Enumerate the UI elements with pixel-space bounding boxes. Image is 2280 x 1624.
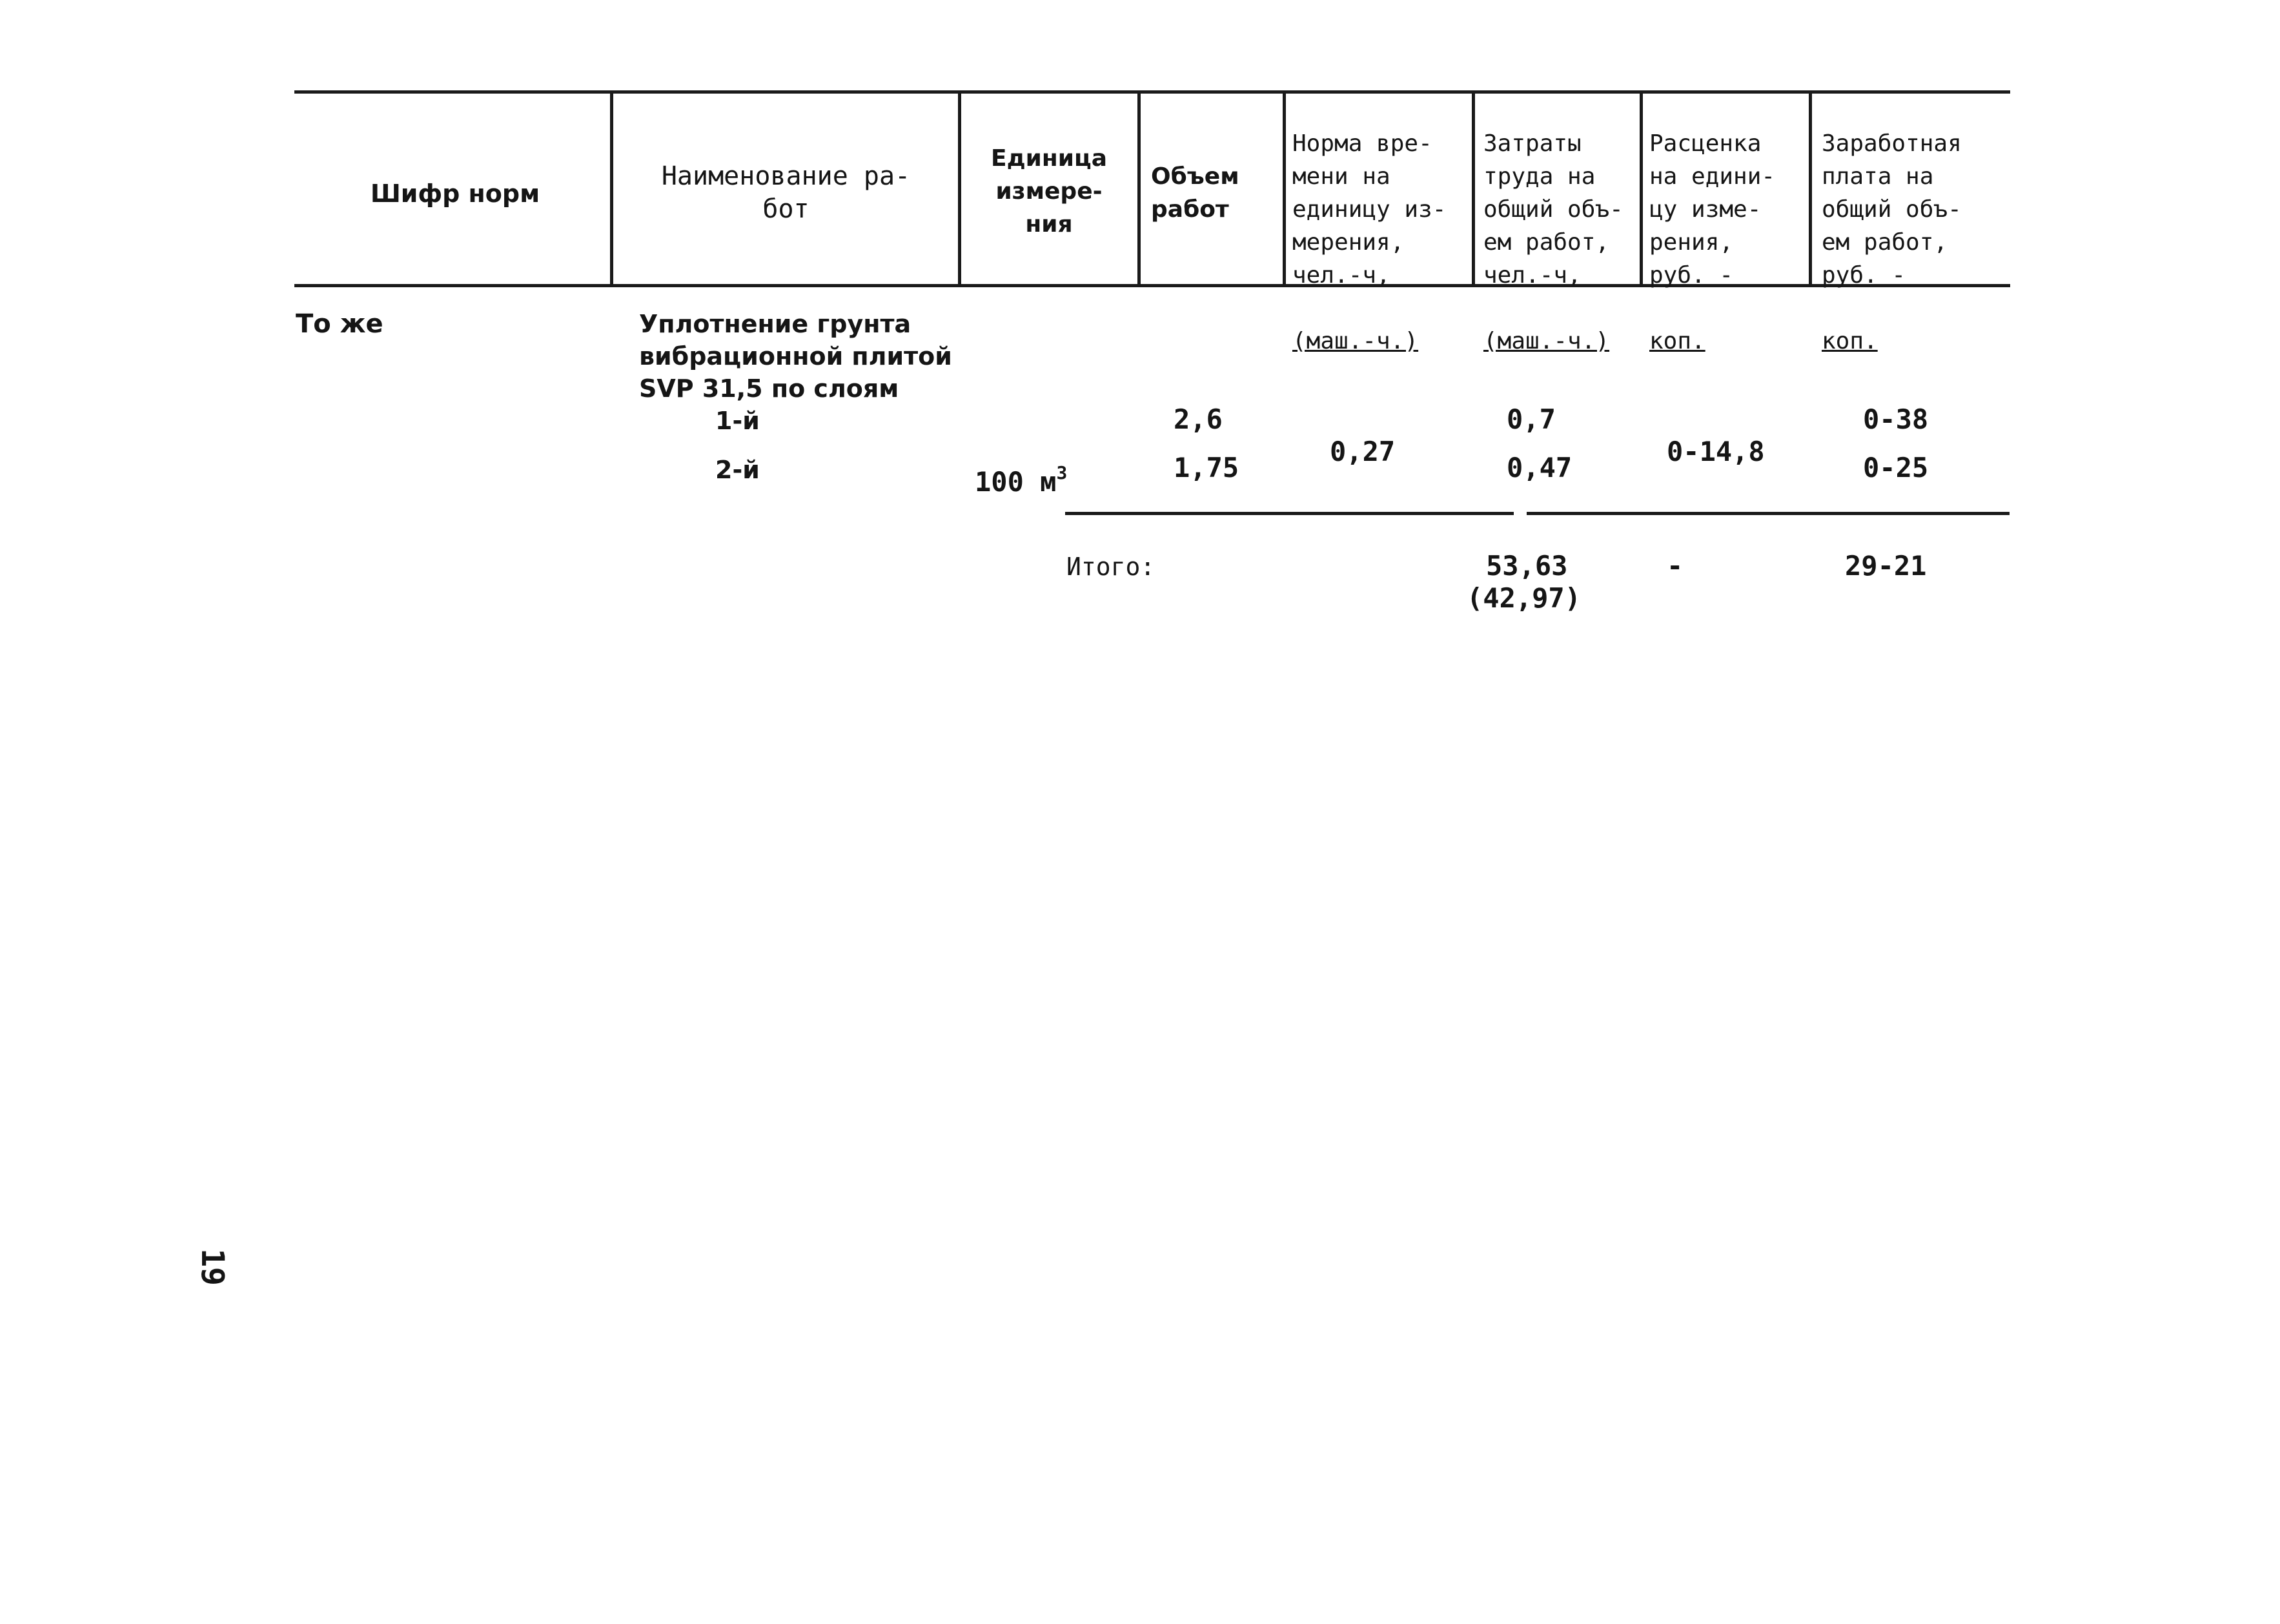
total-rate: - [1667, 550, 1684, 582]
row-volume-2: 1,75 [1174, 452, 1239, 483]
header-norm-text: Норма вре- мени на единицу из- мерения, чел.-ч, [1292, 130, 1447, 289]
row-norm: 0,27 [1330, 436, 1396, 467]
total-labor-mach: (42,97) [1467, 582, 1582, 614]
header-wage-text: Заработная плата на общий объ- ем работ, руб. - [1822, 130, 1962, 289]
header-rate-kop: коп. [1649, 328, 1705, 354]
table-top-rule [294, 90, 2010, 94]
header-labor-text: Затраты труда на общий объ- ем работ, чел.-ч, [1483, 130, 1623, 289]
header-labor [1483, 94, 1642, 358]
row-wage-1: 0-38 [1863, 403, 1929, 435]
row-work-name: Уплотнение грунта вибрационной плитой SVP 31,5 по слоям [639, 310, 952, 403]
row-layer-1: 1-й [715, 407, 760, 435]
total-label: Итого: [1066, 553, 1155, 581]
header-work-name: Наименование ра- бот [661, 161, 911, 224]
column-divider [1137, 92, 1141, 286]
header-wage-kop: коп. [1822, 328, 1878, 354]
row-volume-1: 2,6 [1174, 403, 1223, 435]
header-rate [1649, 94, 1807, 358]
total-rule-left [1065, 512, 1514, 515]
total-labor: 53,63 [1486, 550, 1568, 582]
total-wage: 29-21 [1845, 550, 1927, 582]
header-wage [1822, 94, 2009, 358]
column-divider [1809, 92, 1812, 286]
page-number: 19 [194, 1248, 230, 1286]
column-divider [1283, 92, 1286, 286]
row-unit-text: 100 м [975, 466, 1057, 498]
header-labor-mach: (маш.-ч.) [1483, 328, 1610, 354]
row-unit-sup: 3 [1056, 462, 1068, 483]
row-wage-2: 0-25 [1863, 452, 1929, 483]
row-labor-2: 0,47 [1507, 452, 1573, 483]
header-volume: Объем работ [1151, 163, 1239, 223]
header-unit: Единица измере- ния [991, 145, 1107, 238]
header-norm [1292, 94, 1473, 358]
row-rate: 0-14,8 [1667, 436, 1765, 467]
total-rule-right [1527, 512, 2010, 515]
header-code: Шифр норм [370, 179, 540, 208]
column-divider [958, 92, 961, 286]
row-layer-2: 2-й [715, 456, 760, 484]
header-norm-mach: (маш.-ч.) [1292, 328, 1419, 354]
column-divider [610, 92, 613, 286]
row-labor-1: 0,7 [1507, 403, 1556, 435]
row-unit [975, 434, 1067, 498]
row-code: То же [296, 309, 383, 339]
header-rate-text: Расценка на едини- цу изме- рения, руб. - [1649, 130, 1776, 289]
